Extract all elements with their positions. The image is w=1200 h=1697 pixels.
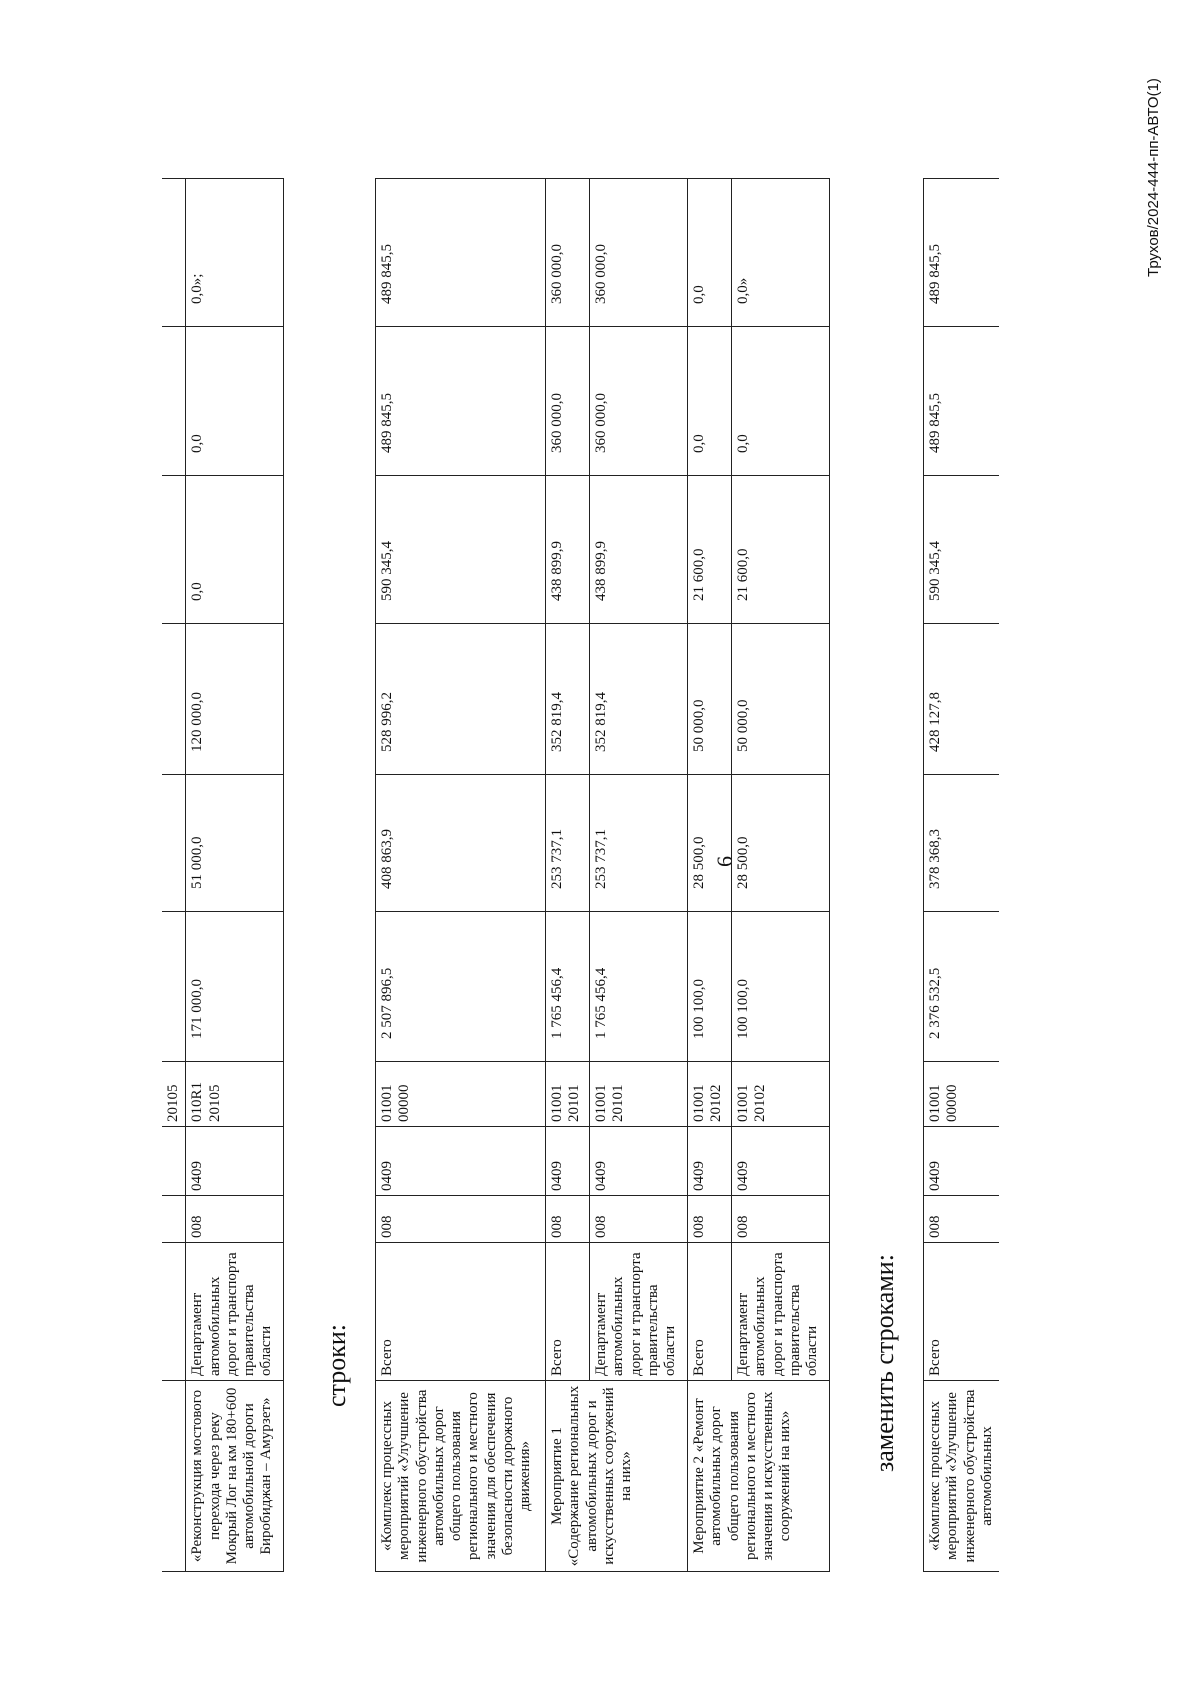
footer-doc-code: Трухов/2024-444-пп-АВТО(1)	[1145, 78, 1162, 277]
value-cell: 0,0	[186, 327, 284, 476]
value-cell: 1 765 456,4	[590, 912, 688, 1062]
value-cell: 590 345,4	[376, 476, 546, 624]
value-cell: 408 863,9	[376, 775, 546, 912]
executor: Всего	[688, 1243, 732, 1381]
csr-code: 01001 20102	[688, 1062, 732, 1127]
table-new-rows	[923, 178, 999, 1572]
value-cell: 100 100,0	[732, 912, 830, 1062]
value-cell: 489 845,5	[924, 179, 1000, 327]
csr-code: 01001 00000	[924, 1062, 1000, 1127]
executor: Департамент автомобильных дорог и транспорта правительства области	[732, 1243, 830, 1381]
grbs-code: 008	[732, 1196, 830, 1243]
rzpr-code: 0409	[590, 1127, 688, 1196]
value-cell: 489 845,5	[376, 179, 546, 327]
rzpr-code: 0409	[546, 1127, 590, 1196]
value-cell: 2 376 532,5	[924, 912, 1000, 1062]
value-cell: 0,0	[688, 327, 732, 476]
value-cell: 378 368,3	[924, 775, 1000, 912]
executor: Всего	[376, 1243, 546, 1381]
value-cell: 100 100,0	[688, 912, 732, 1062]
rzpr-code: 0409	[376, 1127, 546, 1196]
executor: Департамент автомобильных дорог и транспорта правительства области	[590, 1243, 688, 1381]
csr-code: 01001 20102	[732, 1062, 830, 1127]
value-cell: 21 600,0	[732, 476, 830, 624]
code-fragment: 20105	[162, 1062, 186, 1127]
rzpr-code: 0409	[924, 1127, 1000, 1196]
value-cell: 0,0	[688, 179, 732, 327]
value-cell: 253 737,1	[546, 775, 590, 912]
value-cell: 489 845,5	[924, 327, 1000, 476]
grbs-code: 008	[688, 1196, 732, 1243]
value-cell: 2 507 896,5	[376, 912, 546, 1062]
value-cell: 360 000,0	[546, 179, 590, 327]
measure-2-name: Мероприятие 2 «Ремонт автомобильных дорог общего пользования регионального и местного значения и искусственных сооружений на них»	[688, 1381, 830, 1572]
value-cell: 360 000,0	[590, 179, 688, 327]
complex-name: «Комплекс процессных мероприятий «Улучшение инженерного обустройства автомобильных	[924, 1381, 1000, 1572]
value-cell: 50 000,0	[732, 624, 830, 775]
rzpr-code: 0409	[688, 1127, 732, 1196]
grbs-code: 008	[924, 1196, 1000, 1243]
label-zamenit: заменить строками:	[870, 1254, 899, 1472]
measure-1-name: Мероприятие 1 «Содержание региональных автомобильных дорог и искусственных сооружений на них»	[546, 1381, 688, 1572]
table-old-rows	[375, 178, 830, 1572]
label-stroki: строки:	[322, 1324, 351, 1407]
grbs-code: 008	[376, 1196, 546, 1243]
grbs-code: 008	[186, 1196, 284, 1243]
value-cell: 352 819,4	[546, 624, 590, 775]
grbs-code: 008	[546, 1196, 590, 1243]
value-cell: 1 765 456,4	[546, 912, 590, 1062]
value-cell: 360 000,0	[546, 327, 590, 476]
value-cell: 0,0»;	[186, 179, 284, 327]
page-number: 6	[712, 856, 737, 867]
csr-code: 010R1 20105	[186, 1062, 284, 1127]
value-cell: 352 819,4	[590, 624, 688, 775]
csr-code: 01001 20101	[546, 1062, 590, 1127]
value-cell: 21 600,0	[688, 476, 732, 624]
value-cell: 0,0»	[732, 179, 830, 327]
value-cell: 438 899,9	[546, 476, 590, 624]
value-cell: 0,0	[186, 476, 284, 624]
csr-code: 01001 00000	[376, 1062, 546, 1127]
rzpr-code: 0409	[186, 1127, 284, 1196]
value-cell: 528 996,2	[376, 624, 546, 775]
value-cell: 120 000,0	[186, 624, 284, 775]
value-cell: 171 000,0	[186, 912, 284, 1062]
value-cell: 50 000,0	[688, 624, 732, 775]
value-cell: 428 127,8	[924, 624, 1000, 775]
complex-name: «Комплекс процессных мероприятий «Улучшение инженерного обустройства автомобильных дорог общего пользования регионального и местного значения для обеспечения безопасности дорожного движения»	[376, 1381, 546, 1572]
value-cell: 28 500,0	[688, 775, 732, 912]
executor: Департамент автомобильных дорог и транспорта правительства области	[186, 1243, 284, 1381]
rzpr-code: 0409	[732, 1127, 830, 1196]
value-cell: 489 845,5	[376, 327, 546, 476]
value-cell: 438 899,9	[590, 476, 688, 624]
executor: Всего	[546, 1243, 590, 1381]
value-cell: 253 737,1	[590, 775, 688, 912]
value-cell: 0,0	[732, 327, 830, 476]
csr-code: 01001 20101	[590, 1062, 688, 1127]
table-fragment-top	[162, 178, 284, 1572]
measure-name: «Реконструкция мостового перехода через реку Мокрый Лог на км 180+600 автомобильной дороги Биробиджан – Амурзет»	[186, 1381, 284, 1572]
grbs-code: 008	[590, 1196, 688, 1243]
value-cell: 360 000,0	[590, 327, 688, 476]
value-cell: 51 000,0	[186, 775, 284, 912]
executor: Всего	[924, 1243, 1000, 1381]
value-cell: 28 500,0	[732, 775, 830, 912]
value-cell: 590 345,4	[924, 476, 1000, 624]
